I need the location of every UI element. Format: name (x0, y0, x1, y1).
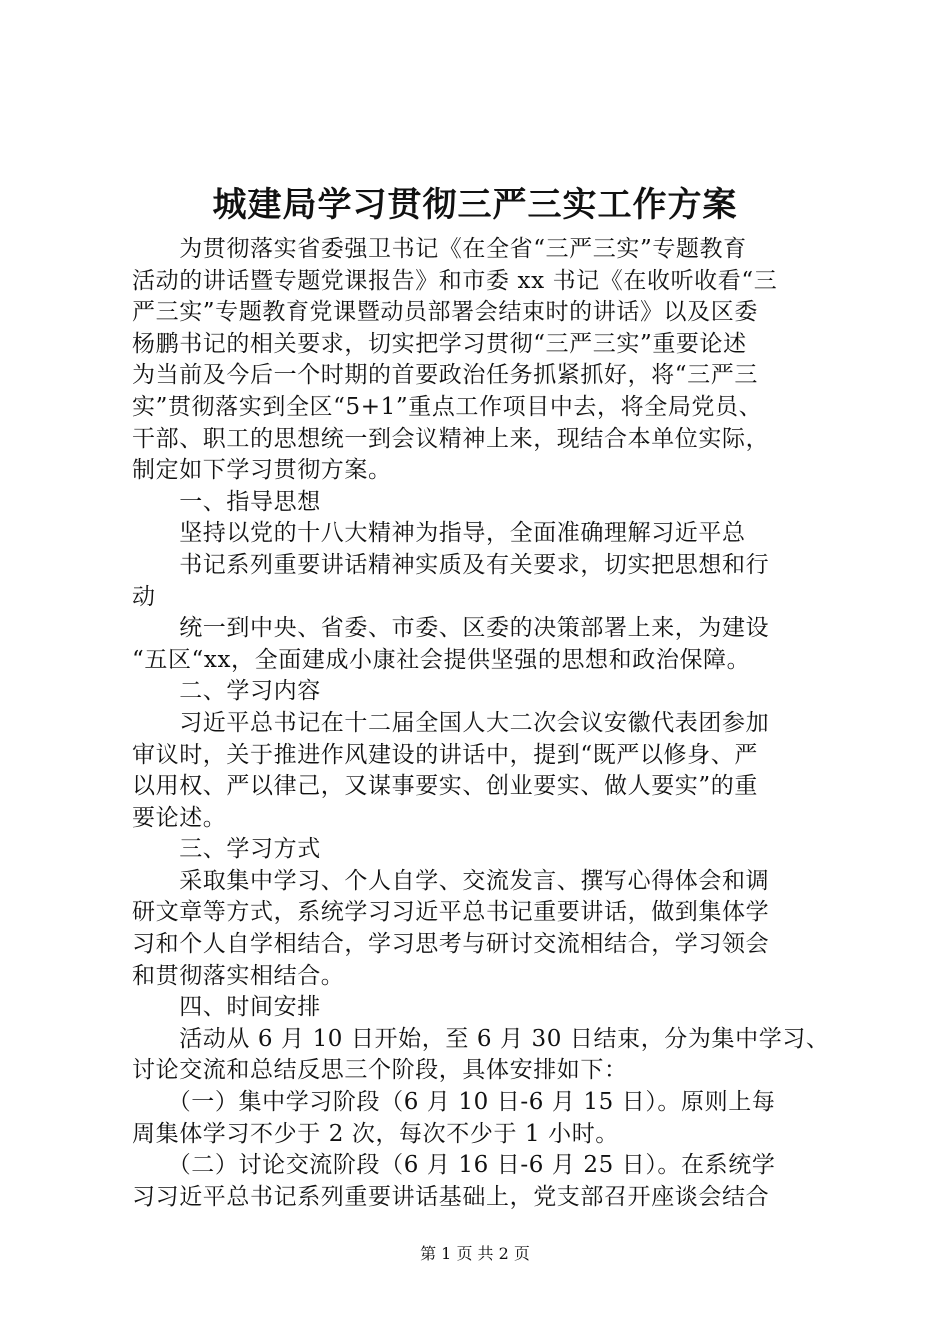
body-line: 习和个人自学相结合，学习思考与研讨交流相结合，学习领会 (132, 931, 770, 958)
body-line: 为当前及今后一个时期的首要政治任务抓紧抓好，将“三严三 (132, 362, 758, 389)
body-line: 制定如下学习贯彻方案。 (132, 457, 392, 484)
body-line: 研文章等方式，系统学习习近平总书记重要讲话，做到集体学 (132, 899, 770, 926)
body-line: 坚持以党的十八大精神为指导，全面准确理解习近平总 (132, 520, 746, 547)
body-line: 活动的讲话暨专题党课报告》和市委 xx 书记《在收听收看“三 (132, 267, 778, 294)
body-line: 审议时，关于推进作风建设的讲话中，提到“既严以修身、严 (132, 741, 758, 768)
body-line: “五区“xx，全面建成小康社会提供坚强的思想和政治保障。 (132, 646, 751, 673)
body-line: 实”贯彻落实到全区“5+1”重点工作项目中去，将全局党员、 (132, 393, 763, 420)
body-line: 周集体学习不少于 2 次，每次不少于 1 小时。 (132, 1120, 619, 1147)
section-heading: 三、学习方式 (132, 836, 321, 863)
body-line: 讨论交流和总结反思三个阶段，具体安排如下： (132, 1057, 628, 1084)
body-line: （二）讨论交流阶段（6 月 16 日-6 月 25 日）。在系统学 (132, 1152, 776, 1179)
body-line: 习习近平总书记系列重要讲话基础上，党支部召开座谈会结合 (132, 1183, 770, 1210)
body-line: 书记系列重要讲话精神实质及有关要求，切实把思想和行 (132, 551, 770, 578)
body-line: 统一到中央、省委、市委、区委的决策部署上来，为建设 (132, 615, 770, 642)
body-line: 干部、职工的思想统一到会议精神上来，现结合本单位实际， (132, 425, 770, 452)
document-body (132, 234, 832, 1213)
body-line: 习近平总书记在十二届全国人大二次会议安徽代表团参加 (132, 709, 770, 736)
body-line: 严三实”专题教育党课暨动员部署会结束时的讲话》以及区委 (132, 299, 758, 326)
section-heading: 一、指导思想 (132, 488, 321, 515)
body-line: （一）集中学习阶段（6 月 10 日-6 月 15 日）。原则上每 (132, 1089, 776, 1116)
body-line: 杨鹏书记的相关要求，切实把学习贯彻“三严三实”重要论述 (132, 330, 747, 357)
body-line: 活动从 6 月 10 日开始，至 6 月 30 日结束，分为集中学习、 (132, 1025, 830, 1052)
section-heading: 二、学习内容 (132, 678, 321, 705)
body-line: 和贯彻落实相结合。 (132, 962, 345, 989)
page-number: 第 1 页 共 2 页 (420, 1244, 530, 1263)
body-line: 动 (132, 583, 156, 610)
section-heading: 四、时间安排 (132, 994, 321, 1021)
document-title: 城建局学习贯彻三严三实工作方案 (212, 185, 738, 225)
body-line: 为贯彻落实省委强卫书记《在全省“三严三实”专题教育 (132, 236, 747, 262)
body-line: 以用权、严以律己，又谋事要实、创业要实、做人要实”的重 (132, 773, 758, 800)
body-line: 采取集中学习、个人自学、交流发言、撰写心得体会和调 (132, 867, 770, 894)
body-line: 要论述。 (132, 804, 227, 831)
